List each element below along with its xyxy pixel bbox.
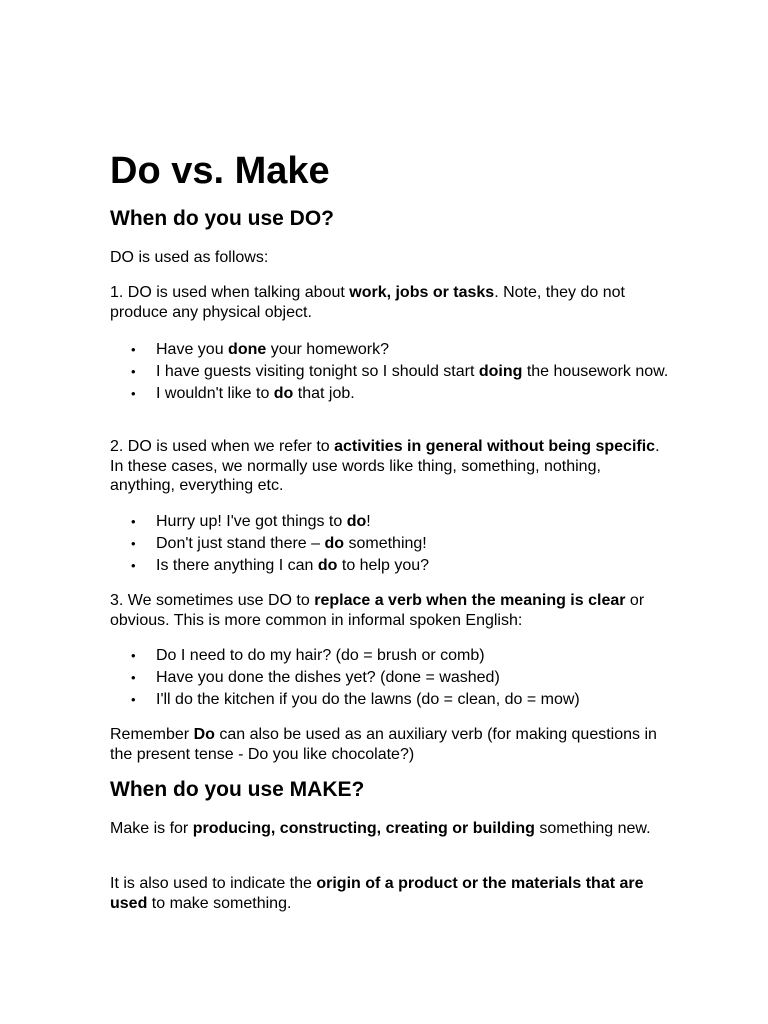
list-item: • Is there anything I can do to help you? [110, 556, 670, 576]
make-para-2: It is also used to indicate the origin of a product or the materials that are used to make something. [110, 875, 644, 912]
list-item: • I'll do the kitchen if you do the lawns (do = clean, do = mow) [110, 690, 670, 710]
heading-do: When do you use DO? [110, 207, 334, 230]
list-item: • Hurry up! I've got things to do! [110, 512, 670, 532]
do-point-2: 2. DO is used when we refer to activities in general without being specific. In these cases, we normally use words like thing, something, nothing, anything, everything etc. [110, 438, 660, 494]
list-item: • I wouldn't like to do that job. [110, 384, 670, 404]
do-intro: DO is used as follows: [110, 249, 269, 266]
do-list-1 [110, 340, 670, 406]
list-item: • Have you done your homework? [110, 340, 670, 360]
list-item: • I have guests visiting tonight so I should start doing the housework now. [110, 362, 670, 382]
page-title: Do vs. Make [110, 150, 330, 192]
do-point-3: 3. We sometimes use DO to replace a verb when the meaning is clear or obvious. This is more common in informal spoken English: [110, 592, 645, 629]
list-item: • Do I need to do my hair? (do = brush or comb) [110, 646, 670, 666]
list-item: • Have you done the dishes yet? (done = washed) [110, 668, 670, 688]
do-list-3 [110, 646, 670, 712]
list-item: • Don't just stand there – do something! [110, 534, 670, 554]
do-list-2 [110, 512, 670, 578]
heading-make: When do you use MAKE? [110, 778, 365, 801]
do-remember: Remember Do can also be used as an auxiliary verb (for making questions in the present tense - Do you like chocolate?) [110, 726, 657, 763]
do-point-1: 1. DO is used when talking about work, jobs or tasks. Note, they do not produce any physical object. [110, 284, 625, 321]
make-para-1: Make is for producing, constructing, creating or building something new. [110, 820, 651, 837]
